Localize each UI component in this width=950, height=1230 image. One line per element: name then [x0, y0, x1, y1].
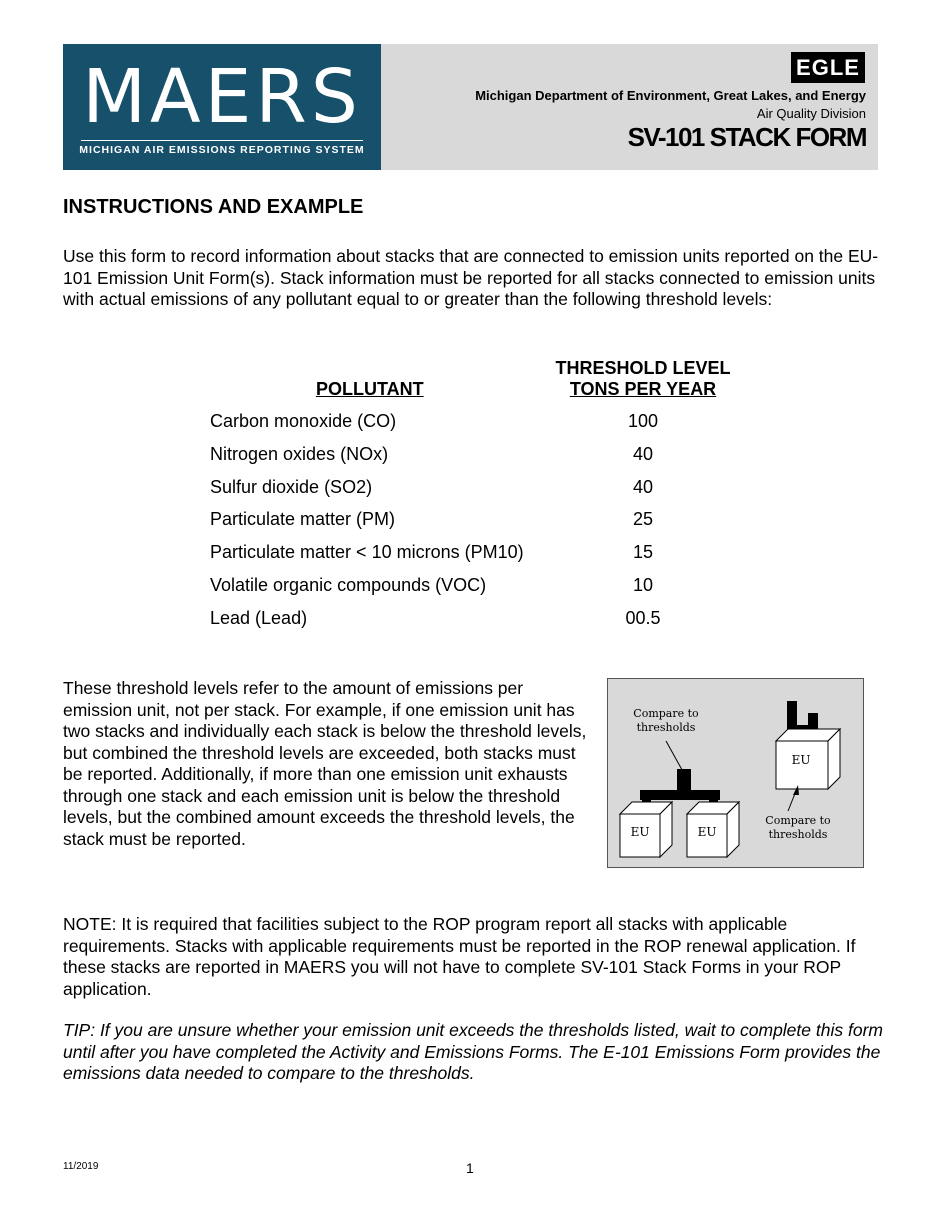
pollutant-name: Lead (Lead)	[210, 608, 308, 628]
threshold-header-line1: THRESHOLD LEVEL	[555, 358, 731, 378]
tip-paragraph: TIP: If you are unsure whether your emission unit exceeds the thresholds listed, wait to complete this form until after you have completed the Activity and Emissions Forms. The E-101 Emissions Form provides the emissions data needed to compare to the thresholds.	[63, 1020, 883, 1083]
department-name: Michigan Department of Environment, Great Lakes, and Energy	[475, 88, 866, 103]
section-heading: INSTRUCTIONS AND EXAMPLE	[63, 196, 364, 218]
eu-label-right: EU	[791, 753, 811, 767]
left-compare-label-2: thresholds	[636, 721, 696, 734]
table-row	[210, 411, 750, 439]
note-paragraph: NOTE: It is required that facilities subject to the ROP program report all stacks with applicable requirements. Stacks with applicable requirements must be reported in the ROP renewal application. If these stacks are reported in MAERS you will not have to complete SV-101 Stack Forms in your ROP application.	[63, 914, 856, 999]
example-paragraph: These threshold levels refer to the amount of emissions per emission unit, not per stack. For example, if one emission unit has two stacks and individually each stack is below the threshold levels, but combined the threshold levels are exceeded, both stacks must be reported. Additionally, if more than one emission unit exhausts through one stack and each emission unit is below the threshold levels, but the combined amount exceeds the threshold levels, the stack must be reported.	[63, 678, 587, 849]
table-row	[210, 542, 750, 570]
eu-label-left: EU	[630, 825, 650, 839]
table-row	[210, 608, 750, 636]
form-title: SV-101 STACK FORM	[627, 122, 866, 152]
pollutant-name: Volatile organic compounds (VOC)	[210, 575, 487, 595]
pollutant-column-header: POLLUTANT	[316, 379, 424, 399]
stack-diagram-graphic	[608, 679, 865, 869]
table-row	[210, 444, 750, 472]
threshold-value: 40	[632, 477, 654, 497]
eu-label-middle: EU	[697, 825, 717, 839]
table-row	[210, 509, 750, 537]
right-compare-label-2: thresholds	[768, 828, 828, 841]
right-compare-label-1: Compare to	[765, 814, 831, 827]
threshold-column-header	[545, 358, 741, 400]
threshold-value: 100	[627, 411, 659, 431]
maers-logo	[63, 44, 381, 170]
table-row	[210, 575, 750, 603]
egle-logo: EGLE	[791, 52, 865, 83]
pollutant-name: Particulate matter < 10 microns (PM10)	[210, 542, 524, 562]
division-name: Air Quality Division	[756, 106, 866, 121]
intro-paragraph: Use this form to record information about stacks that are connected to emission units reported on the EU-101 Emission Unit Form(s). Stack information must be reported for all stacks connected to emission units with actual emissions of any pollutant equal to or greater than the following threshold levels:	[63, 246, 879, 309]
logo-divider	[81, 140, 363, 141]
pollutant-name: Sulfur dioxide (SO2)	[210, 477, 373, 497]
stack-diagram	[607, 678, 864, 868]
table-row	[210, 477, 750, 505]
threshold-value: 00.5	[625, 608, 661, 628]
footer-date: 11/2019	[63, 1161, 99, 1172]
logo-title: MAERS	[82, 54, 362, 140]
pollutant-name: Carbon monoxide (CO)	[210, 411, 397, 431]
threshold-header-line2: TONS PER YEAR	[569, 379, 717, 399]
page-number: 1	[466, 1160, 474, 1176]
threshold-value: 10	[632, 575, 654, 595]
pollutant-name: Nitrogen oxides (NOx)	[210, 444, 389, 464]
left-compare-label-1: Compare to	[633, 707, 699, 720]
threshold-value: 25	[632, 509, 654, 529]
threshold-value: 15	[632, 542, 654, 562]
pollutant-name: Particulate matter (PM)	[210, 509, 396, 529]
logo-subtitle: MICHIGAN AIR EMISSIONS REPORTING SYSTEM	[79, 144, 365, 156]
threshold-value: 40	[632, 444, 654, 464]
